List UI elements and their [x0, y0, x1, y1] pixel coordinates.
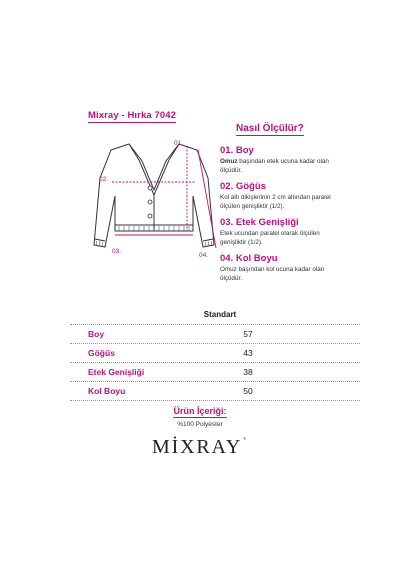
- row-value: 43: [243, 348, 253, 358]
- row-label: Göğüs: [88, 348, 115, 358]
- size-table: [70, 324, 360, 401]
- measure-item-etek: [220, 217, 340, 247]
- measure-heading: 03. Etek Genişliği: [220, 217, 299, 228]
- measure-description: Omuz başından etek ucuna kadar olan ölçüdür.: [220, 158, 329, 174]
- diagram-label-04: 04.: [199, 252, 209, 259]
- measure-item-gogus: [220, 181, 340, 211]
- table-row: [70, 324, 360, 344]
- product-title: Mixray - Hırka 7042: [88, 110, 176, 121]
- measure-heading: 04. Kol Boyu: [220, 253, 278, 264]
- diagram-label-02: 02.: [99, 176, 109, 183]
- measure-item-kol: [220, 253, 340, 283]
- cardigan-diagram: [84, 130, 224, 260]
- table-row: [70, 363, 360, 382]
- measure-description: Kol altı dikişlerinin 2 cm altından paralel ölçülen genişliktir (1/2).: [220, 194, 331, 210]
- row-value: 50: [243, 386, 253, 396]
- table-row: [70, 344, 360, 363]
- diagram-label-01: 01.: [174, 140, 184, 147]
- table-row: [70, 382, 360, 401]
- measure-description: Etek ucundan paralel olarak ölçülen genişliktir (1/2).: [220, 230, 320, 246]
- measure-heading: 02. Göğüs: [220, 181, 266, 192]
- row-label: Kol Boyu: [88, 386, 126, 396]
- content-title: Ürün İçeriği:: [173, 406, 227, 416]
- row-value: 57: [243, 329, 253, 339]
- row-label: Etek Genişliği: [88, 367, 145, 377]
- row-label: Boy: [88, 329, 105, 339]
- measure-item-boy: [220, 145, 340, 175]
- row-value: 38: [243, 367, 253, 377]
- measure-heading: 01. Boy: [220, 145, 254, 156]
- measure-description: Omuz başından kol ucuna kadar olan ölçüdür.: [220, 266, 325, 282]
- howto-title: Nasıl Ölçülür?: [236, 123, 304, 134]
- size-column-header: Standart: [203, 310, 237, 319]
- diagram-label-03: 03.: [112, 248, 122, 255]
- brand-logo: MİXRAY®: [152, 436, 248, 458]
- content-value: %100 Polyester: [177, 421, 223, 428]
